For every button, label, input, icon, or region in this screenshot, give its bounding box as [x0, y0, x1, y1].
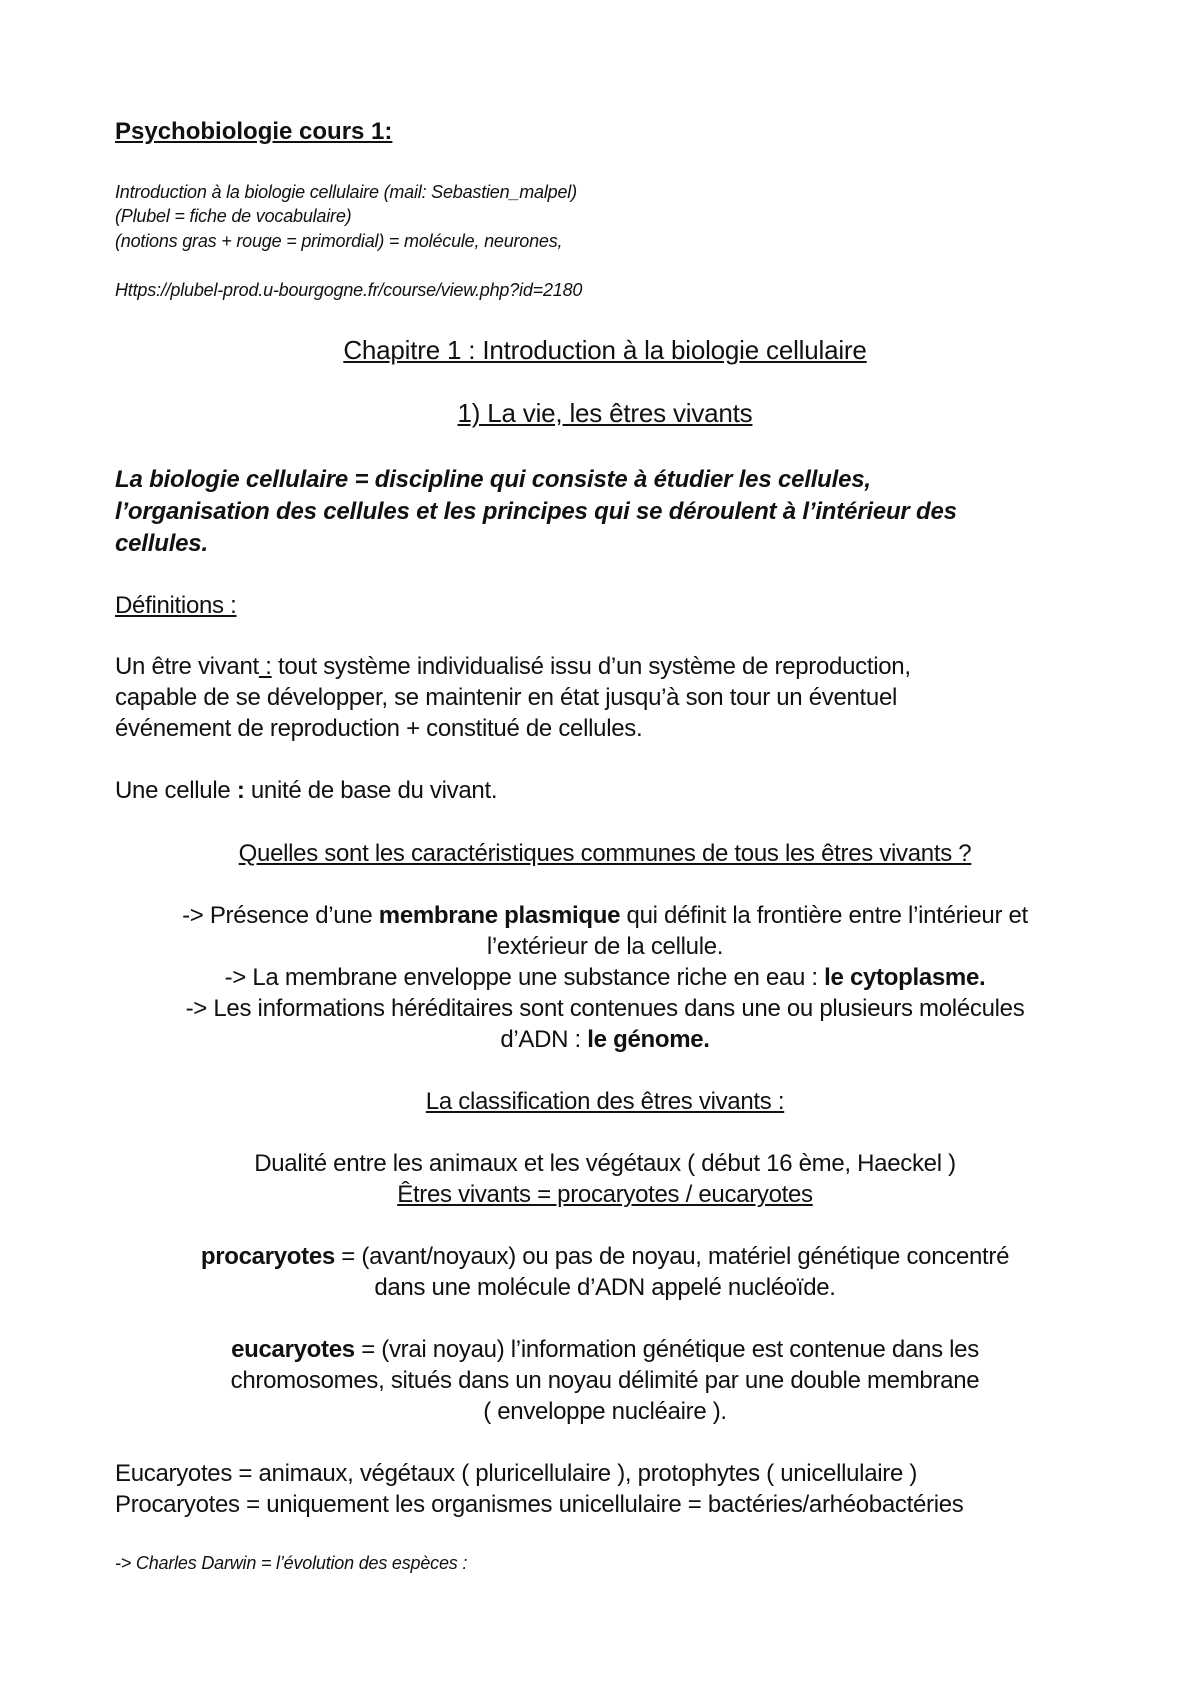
genome-line-2 — [0, 1026, 1200, 1054]
eucaryotes-line-2: chromosomes, situés dans un noyau délimité par une double membrane — [230, 1367, 980, 1394]
etre-vivant-colon: : — [258, 653, 272, 680]
cellule-colon: : — [236, 777, 245, 804]
etre-vivant-term: Un être vivant — [115, 653, 259, 680]
etres-vivants-line: Êtres vivants = procaryotes / eucaryotes — [397, 1181, 813, 1208]
note-plubel: (Plubel = fiche de vocabulaire) — [115, 206, 352, 226]
eucaryotes-line-1 — [0, 1336, 1200, 1364]
cytoplasme-before: -> La membrane enveloppe une substance riche en eau : — [224, 964, 825, 991]
genome-before: d’ADN : — [500, 1026, 588, 1053]
membrane-plasmique-term: membrane plasmique — [378, 902, 621, 929]
dualite-line: Dualité entre les animaux et les végétaux ( début 16 ème, Haeckel ) — [254, 1150, 956, 1177]
darwin-note: -> Charles Darwin = l’évolution des espèces : — [115, 1553, 468, 1573]
summary-procaryotes: Procaryotes = uniquement les organismes unicellulaire = bactéries/arhéobactéries — [115, 1491, 964, 1518]
section-heading: 1) La vie, les êtres vivants — [457, 398, 753, 428]
chapter-heading: Chapitre 1 : Introduction à la biologie cellulaire — [343, 335, 867, 365]
membrane-line-2: l’extérieur de la cellule. — [486, 933, 724, 960]
etre-vivant-line-3: événement de reproduction + constitué de cellules. — [115, 715, 643, 742]
page-title: Psychobiologie cours 1: — [115, 118, 393, 145]
etre-vivant-rest: tout système individualisé issu d’un système de reproduction, — [271, 653, 911, 680]
procaryotes-line-2: dans une molécule d’ADN appelé nucléoïde. — [374, 1274, 836, 1301]
cellule-definition — [115, 777, 1095, 805]
definition-line-1: La biologie cellulaire = discipline qui consiste à étudier les cellules, — [115, 466, 871, 493]
eucaryotes-rest: = (vrai noyau) l’information génétique est contenue dans les — [354, 1336, 979, 1363]
note-intro: Introduction à la biologie cellulaire (mail: Sebastien_malpel) — [115, 182, 577, 202]
classification-heading: La classification des êtres vivants : — [425, 1088, 785, 1115]
characteristics-question: Quelles sont les caractéristiques communes de tous les êtres vivants ? — [238, 840, 972, 867]
membrane-line-1 — [0, 902, 1200, 930]
note-notions: (notions gras + rouge = primordial) = molécule, neurones, — [115, 231, 563, 251]
genome-term: le génome. — [587, 1026, 710, 1053]
procaryotes-term: procaryotes — [200, 1243, 335, 1270]
cellule-term: Une cellule — [115, 777, 237, 804]
definition-line-3: cellules. — [115, 530, 208, 557]
membrane-after: qui définit la frontière entre l’intérieur et — [620, 902, 1028, 929]
etre-vivant-line-1 — [115, 653, 1095, 681]
eucaryotes-term: eucaryotes — [231, 1336, 355, 1363]
etre-vivant-line-2: capable de se développer, se maintenir en état jusqu’à son tour un éventuel — [115, 684, 898, 711]
definition-line-2: l’organisation des cellules et les principes qui se déroulent à l’intérieur des — [115, 498, 957, 525]
cellule-rest: unité de base du vivant. — [244, 777, 498, 804]
cytoplasme-line — [0, 964, 1200, 992]
cytoplasme-term: le cytoplasme. — [824, 964, 986, 991]
summary-eucaryotes: Eucaryotes = animaux, végétaux ( pluricellulaire ), protophytes ( unicellulaire ) — [115, 1460, 918, 1487]
definitions-heading: Définitions : — [115, 592, 237, 619]
eucaryotes-line-3: ( enveloppe nucléaire ). — [483, 1398, 727, 1425]
procaryotes-line-1 — [0, 1243, 1200, 1271]
membrane-before: -> Présence d’une — [182, 902, 379, 929]
procaryotes-rest: = (avant/noyaux) ou pas de noyau, matériel génétique concentré — [334, 1243, 1010, 1270]
genome-line-1: -> Les informations héréditaires sont contenues dans une ou plusieurs molécules — [185, 995, 1025, 1022]
course-url: Https://plubel-prod.u-bourgogne.fr/course/view.php?id=2180 — [115, 280, 583, 300]
